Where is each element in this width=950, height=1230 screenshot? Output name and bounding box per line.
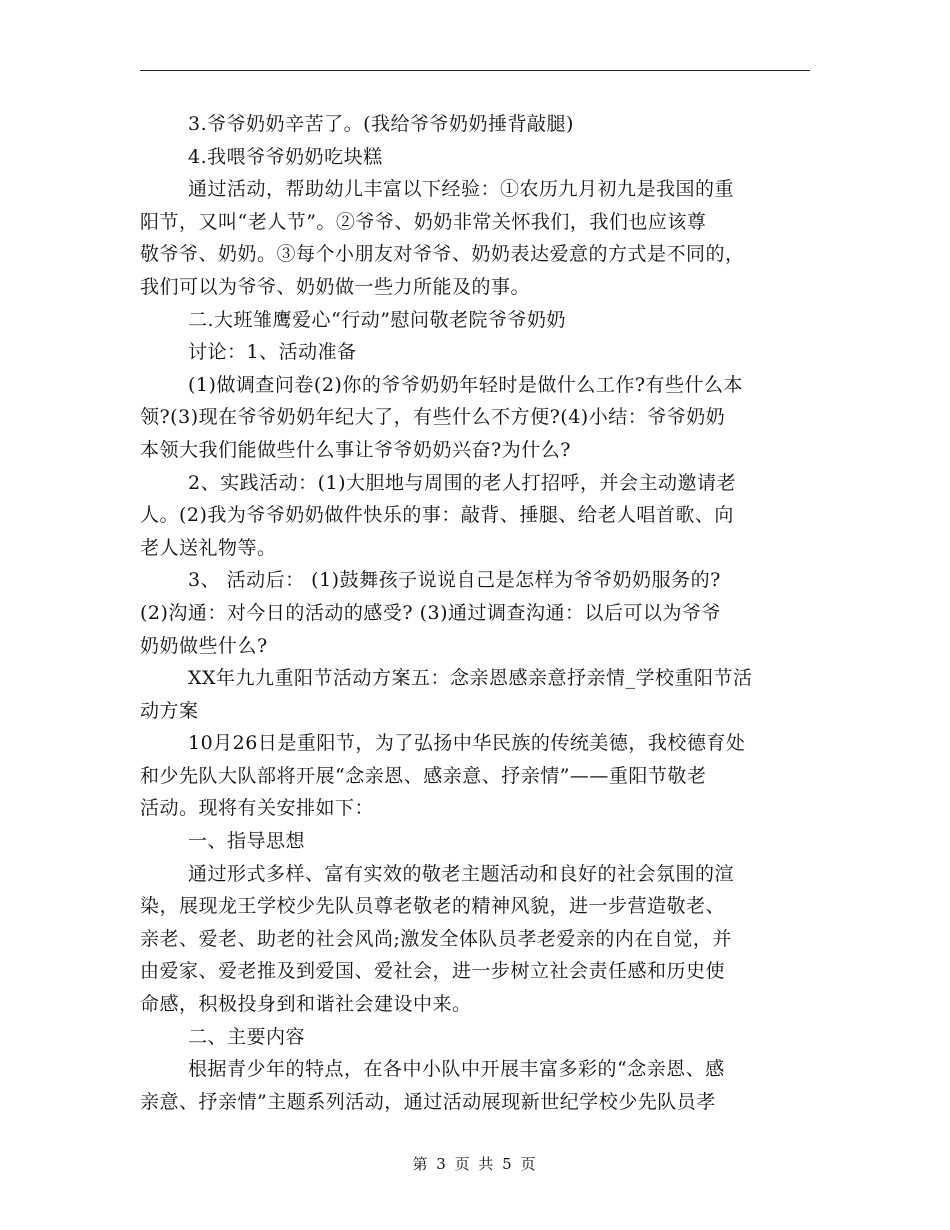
text-line: 二.大班雏鹰爱心“行动”慰问敬老院爷爷奶奶 (188, 308, 566, 331)
text-line: 通过形式多样、富有实效的敬老主题活动和良好的社会氛围的渲 (188, 862, 735, 885)
section-heading: 二、主要内容 (188, 1025, 306, 1048)
text-line: 奶奶做些什么? (140, 634, 268, 657)
text-line: 讨论：1、活动准备 (188, 341, 357, 364)
text-line: 染，展现龙王学校少先队员尊老敬老的精神风貌，进一步营造敬老、 (140, 895, 726, 918)
text-line: 根据青少年的特点，在各中小队中开展丰富多彩的“念亲恩、感 (188, 1058, 725, 1081)
text-line: 敬爷爷、奶奶。③每个小朋友对爷爷、奶奶表达爱意的方式是不同的， (140, 243, 745, 266)
text-line: 4.我喂爷爷奶奶吃块糕 (188, 145, 383, 168)
text-line: 老人送礼物等。 (140, 536, 277, 559)
text-line: 动方案 (140, 699, 199, 722)
text-line: 亲意、抒亲情”主题系列活动，通过活动展现新世纪学校少先队员孝 (140, 1090, 716, 1113)
page-number: 第 3 页 共 5 页 (412, 1155, 538, 1173)
text-line: 领?(3)现在爷爷奶奶年纪大了，有些什么不方便?(4)小结：爷爷奶奶 (140, 406, 726, 429)
document-body (140, 108, 812, 1118)
text-line: 命感，积极投身到和谐社会建设中来。 (140, 993, 472, 1016)
text-line: (2)沟通：对今日的活动的感受? (3)通过调查沟通：以后可以为爷爷 (140, 601, 722, 624)
text-line: 3、 活动后： (1)鼓舞孩子说说自己是怎样为爷爷奶奶服务的? (188, 569, 721, 592)
text-line: 人。(2)我为爷爷奶奶做件快乐的事：敲背、捶腿、给老人唱首歌、向 (140, 504, 734, 527)
text-line: XX年九九重阳节活动方案五：念亲恩感亲意抒亲情_学校重阳节活 (188, 667, 753, 690)
section-heading: 一、指导思想 (188, 830, 306, 853)
header-rule (140, 70, 810, 71)
text-line: 通过活动，帮助幼儿丰富以下经验：①农历九月初九是我国的重 (188, 178, 735, 201)
text-line: 亲老、爱老、助老的社会风尚;激发全体队员孝老爱亲的内在自觉，并 (140, 927, 732, 950)
text-line: 2、实践活动：(1)大胆地与周围的老人打招呼，并会主动邀请老 (188, 471, 737, 494)
text-line: 本领大我们能做些什么事让爷爷奶奶兴奋?为什么? (140, 438, 571, 461)
text-line: 我们可以为爷爷、奶奶做一些力所能及的事。 (140, 275, 531, 298)
text-line: 3.爷爷奶奶辛苦了。(我给爷爷奶奶捶背敲腿) (188, 113, 574, 135)
text-line: (1)做调查问卷(2)你的爷爷奶奶年轻时是做什么工作?有些什么本 (188, 373, 744, 396)
text-line: 阳节，又叫“老人节”。②爷爷、奶奶非常关怀我们，我们也应该尊 (140, 210, 707, 233)
text-line: 由爱家、爱老推及到爱国、爱社会，进一步树立社会责任感和历史使 (140, 960, 726, 983)
text-line: 10月26日是重阳节，为了弘扬中华民族的传统美德，我校德育处 (188, 732, 746, 755)
text-line: 和少先队大队部将开展“念亲恩、感亲意、抒亲情”——重阳节敬老 (140, 764, 707, 787)
text-line: 活动。现将有关安排如下： (140, 797, 375, 820)
